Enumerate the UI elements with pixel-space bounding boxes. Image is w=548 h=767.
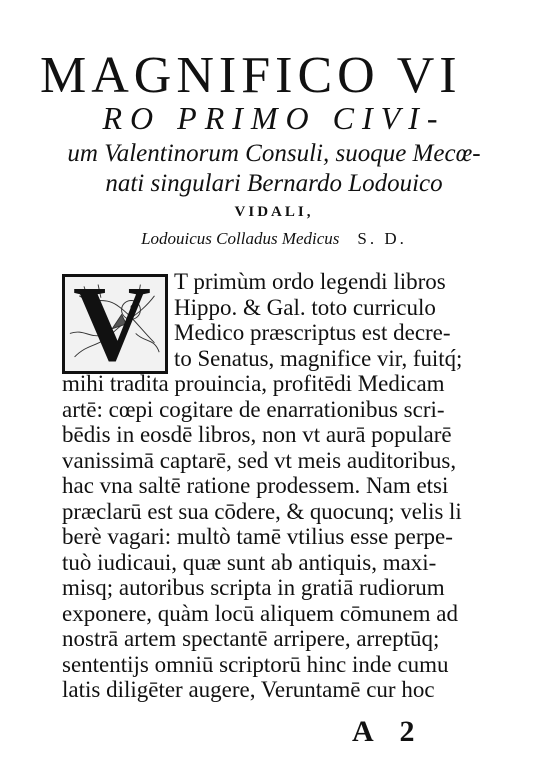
title-line-4: nati singulari Bernardo Lodouico [105, 170, 443, 197]
body-line: sententijs omniū scriptorū hinc inde cumu [62, 651, 449, 677]
body-line: to Senatus, magnifice vir, fuitq́; [174, 345, 463, 371]
title-line-1: MAGNIFICO VI [40, 47, 462, 104]
decorated-initial [62, 274, 168, 374]
title-line-3: um Valentinorum Consuli, suoque Mecœ- [67, 140, 481, 167]
title-line-5: VIDALI, [234, 204, 314, 220]
body-line: T primùm ordo legendi libros [174, 269, 446, 294]
drop-cap-letter: V [73, 274, 151, 374]
body-line: misq; autoribus scripta in gratiā rudiorum [62, 575, 445, 600]
salutation: S. D. [357, 229, 407, 248]
body-line: vanissimā captarē, sed vt meis auditoribus, [62, 447, 457, 473]
body-line: Medico præscriptus est decre- [174, 320, 451, 345]
body-line: latis diligēter augere, Veruntamē cur hoc [62, 677, 435, 702]
author-line [0, 229, 548, 249]
body-line: Hippo. & Gal. toto curriculo [174, 294, 436, 320]
author-name: Lodouicus Colladus Medicus [141, 229, 340, 248]
body-line: nostrā artem spectantē arripere, arreptūq; [62, 626, 440, 651]
signature-mark: A 2 [352, 715, 425, 748]
body-line: præclarū est sua cōdere, & quocunq; velis li [62, 498, 462, 524]
body-line: exponere, quàm locū aliquem cōmunem ad [62, 600, 458, 626]
body-line: mihi tradita prouincia, profitēdi Medicam [62, 371, 445, 396]
title-line-2: RO PRIMO CIVI- [102, 100, 446, 136]
body-line: bēdis in eosdē libros, non vt aurā popularē [62, 422, 452, 447]
body-line: berè vagari: multò tamē vtilius esse perpe- [62, 524, 453, 549]
body-line: tuò iudicaui, quæ sunt ab antiquis, maxi- [62, 549, 437, 575]
body-line: hac vna saltē ratione prodessem. Nam etsi [62, 473, 449, 498]
body-line: artē: cœpi cogitare de enarrationibus scri- [62, 396, 445, 422]
